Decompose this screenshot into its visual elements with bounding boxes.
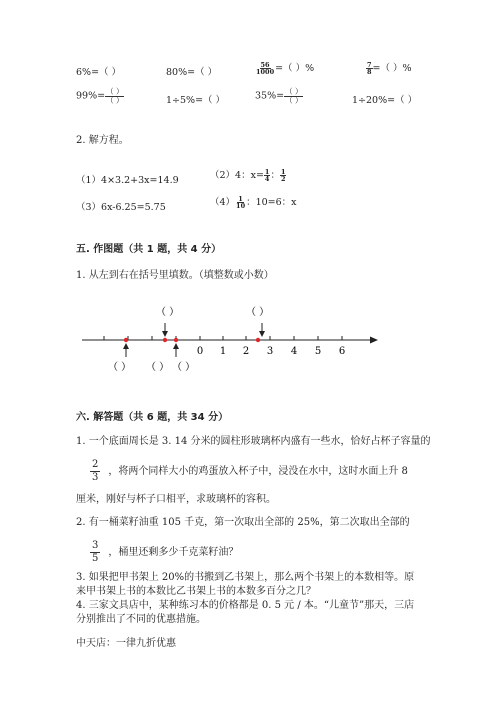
answer-blank-bottom-3: （ ） bbox=[172, 362, 196, 373]
problem-4-line-2: 分别推出了不同的优惠措施。 bbox=[76, 614, 206, 625]
expr-1-div-20-percent: 1÷20%=（ ） bbox=[352, 95, 418, 106]
fraction: $\frac{( )}{( )}$ bbox=[106, 87, 124, 105]
equation-4: （4） $\frac{1}{10}$ ：10=6：x bbox=[210, 194, 297, 210]
tick-label-4: 4 bbox=[290, 346, 298, 357]
fraction: $\frac{( )}{( )}$ bbox=[285, 87, 303, 105]
number-line-tick-labels bbox=[197, 346, 345, 357]
number-line-arrowhead bbox=[370, 337, 378, 344]
problem-3-line-1: 3. 如果把甲书架上 20%的书搬到乙书架上，那么两个书架上的本数相等。原 bbox=[76, 572, 415, 583]
marked-point-4 bbox=[256, 338, 260, 342]
fraction: $\frac{1}{10}$ bbox=[236, 194, 246, 210]
expr-6-percent: 6%=（ ） bbox=[76, 67, 122, 78]
section-6-heading: 六. 解答题（共 6 题，共 34 分） bbox=[76, 412, 229, 423]
fraction: $\frac{2}{3}$ bbox=[92, 459, 99, 483]
answer-blank-top-1: （ ） bbox=[156, 307, 180, 318]
problem-3-line-2: 来甲书架上书的本数比乙书架上书的本数多百分之几？ bbox=[76, 586, 316, 597]
number-line-ticks bbox=[104, 336, 342, 340]
marked-point-1 bbox=[124, 338, 128, 342]
tick-label-0: 0 bbox=[196, 346, 204, 357]
expr-99-percent: 99%= $\frac{( )}{( )}$ bbox=[76, 87, 124, 105]
up-arrowhead-2 bbox=[173, 343, 179, 349]
question-2-title: 2. 解方程。 bbox=[76, 135, 129, 146]
number-line-figure bbox=[70, 300, 390, 385]
tick-label-3: 3 bbox=[266, 346, 274, 357]
problem-2-line-1: 2. 有一桶菜籽油重 105 千克，第一次取出全部的 25%，第二次取出全部的 bbox=[76, 517, 410, 528]
expr-fraction-7-8: $\frac{7}{8}$ =（ ）% bbox=[367, 60, 412, 76]
fraction: $\frac{1}{4}$ bbox=[264, 167, 270, 183]
expr-1-div-5-percent: 1÷5%=（ ） bbox=[166, 95, 226, 106]
tick-label-5: 5 bbox=[314, 346, 322, 357]
equation-3: （3）6x-6.25=5.75 bbox=[76, 202, 166, 213]
marked-point-2 bbox=[163, 338, 167, 342]
expr-80-percent: 80%=（ ） bbox=[166, 67, 218, 78]
problem-1-line-3: 厘米，刚好与杯子口相平，求玻璃杯的容积。 bbox=[76, 494, 276, 505]
down-arrowhead-1 bbox=[162, 331, 168, 337]
problem-4-line-1: 4. 三家文具店中，某种练习本的价格都是 0. 5 元 / 本。“儿童节”那天，三店 bbox=[76, 600, 415, 611]
problem-1-line-1: 1. 一个底面周长是 3. 14 分米的圆柱形玻璃杯内盛有一些水，恰好占杯子容量的 bbox=[76, 436, 431, 447]
section-5-question-1: 1. 从左到右在括号里填数。（填整数或小数） bbox=[76, 270, 274, 281]
up-arrowhead-1 bbox=[123, 343, 129, 349]
problem-2-line-2: $\frac{3}{5}$ ，桶里还剩多少千克菜籽油？ bbox=[92, 540, 239, 564]
tick-label-2: 2 bbox=[242, 346, 250, 357]
section-5-heading: 五. 作图题（共 1 题，共 4 分） bbox=[76, 244, 222, 255]
problem-1-line-2: $\frac{2}{3}$ ，将两个同样大小的鸡蛋放入杯子中，浸没在水中，这时水面上升 8 bbox=[92, 459, 408, 483]
answer-blank-bottom-1: （ ） bbox=[108, 362, 132, 373]
store-offer-zhongtian: 中天店：一律九折优惠 bbox=[76, 638, 176, 649]
down-arrowhead-2 bbox=[259, 331, 265, 337]
answer-blank-top-2: （ ） bbox=[246, 307, 270, 318]
answer-blank-bottom-2: （ ） bbox=[146, 362, 170, 373]
fraction: $\frac{1}{2}$ bbox=[280, 167, 286, 183]
equation-1: （1）4×3.2+3x=14.9 bbox=[76, 175, 179, 186]
tick-label-1: 1 bbox=[219, 346, 227, 357]
fraction: $\frac{3}{5}$ bbox=[92, 540, 99, 564]
equation-2: （2）4：x= $\frac{1}{4}$ ： $\frac{1}{2}$ bbox=[210, 167, 286, 183]
expr-fraction-56-1000: $\frac{56}{1000}$ =（ ）% bbox=[256, 60, 315, 76]
marked-point-3 bbox=[174, 338, 178, 342]
fraction: $\frac{7}{8}$ bbox=[367, 60, 372, 76]
fraction: $\frac{56}{1000}$ bbox=[256, 60, 275, 76]
tick-label-6: 6 bbox=[338, 346, 346, 357]
expr-35-percent: 35%= $\frac{( )}{( )}$ bbox=[255, 87, 303, 105]
